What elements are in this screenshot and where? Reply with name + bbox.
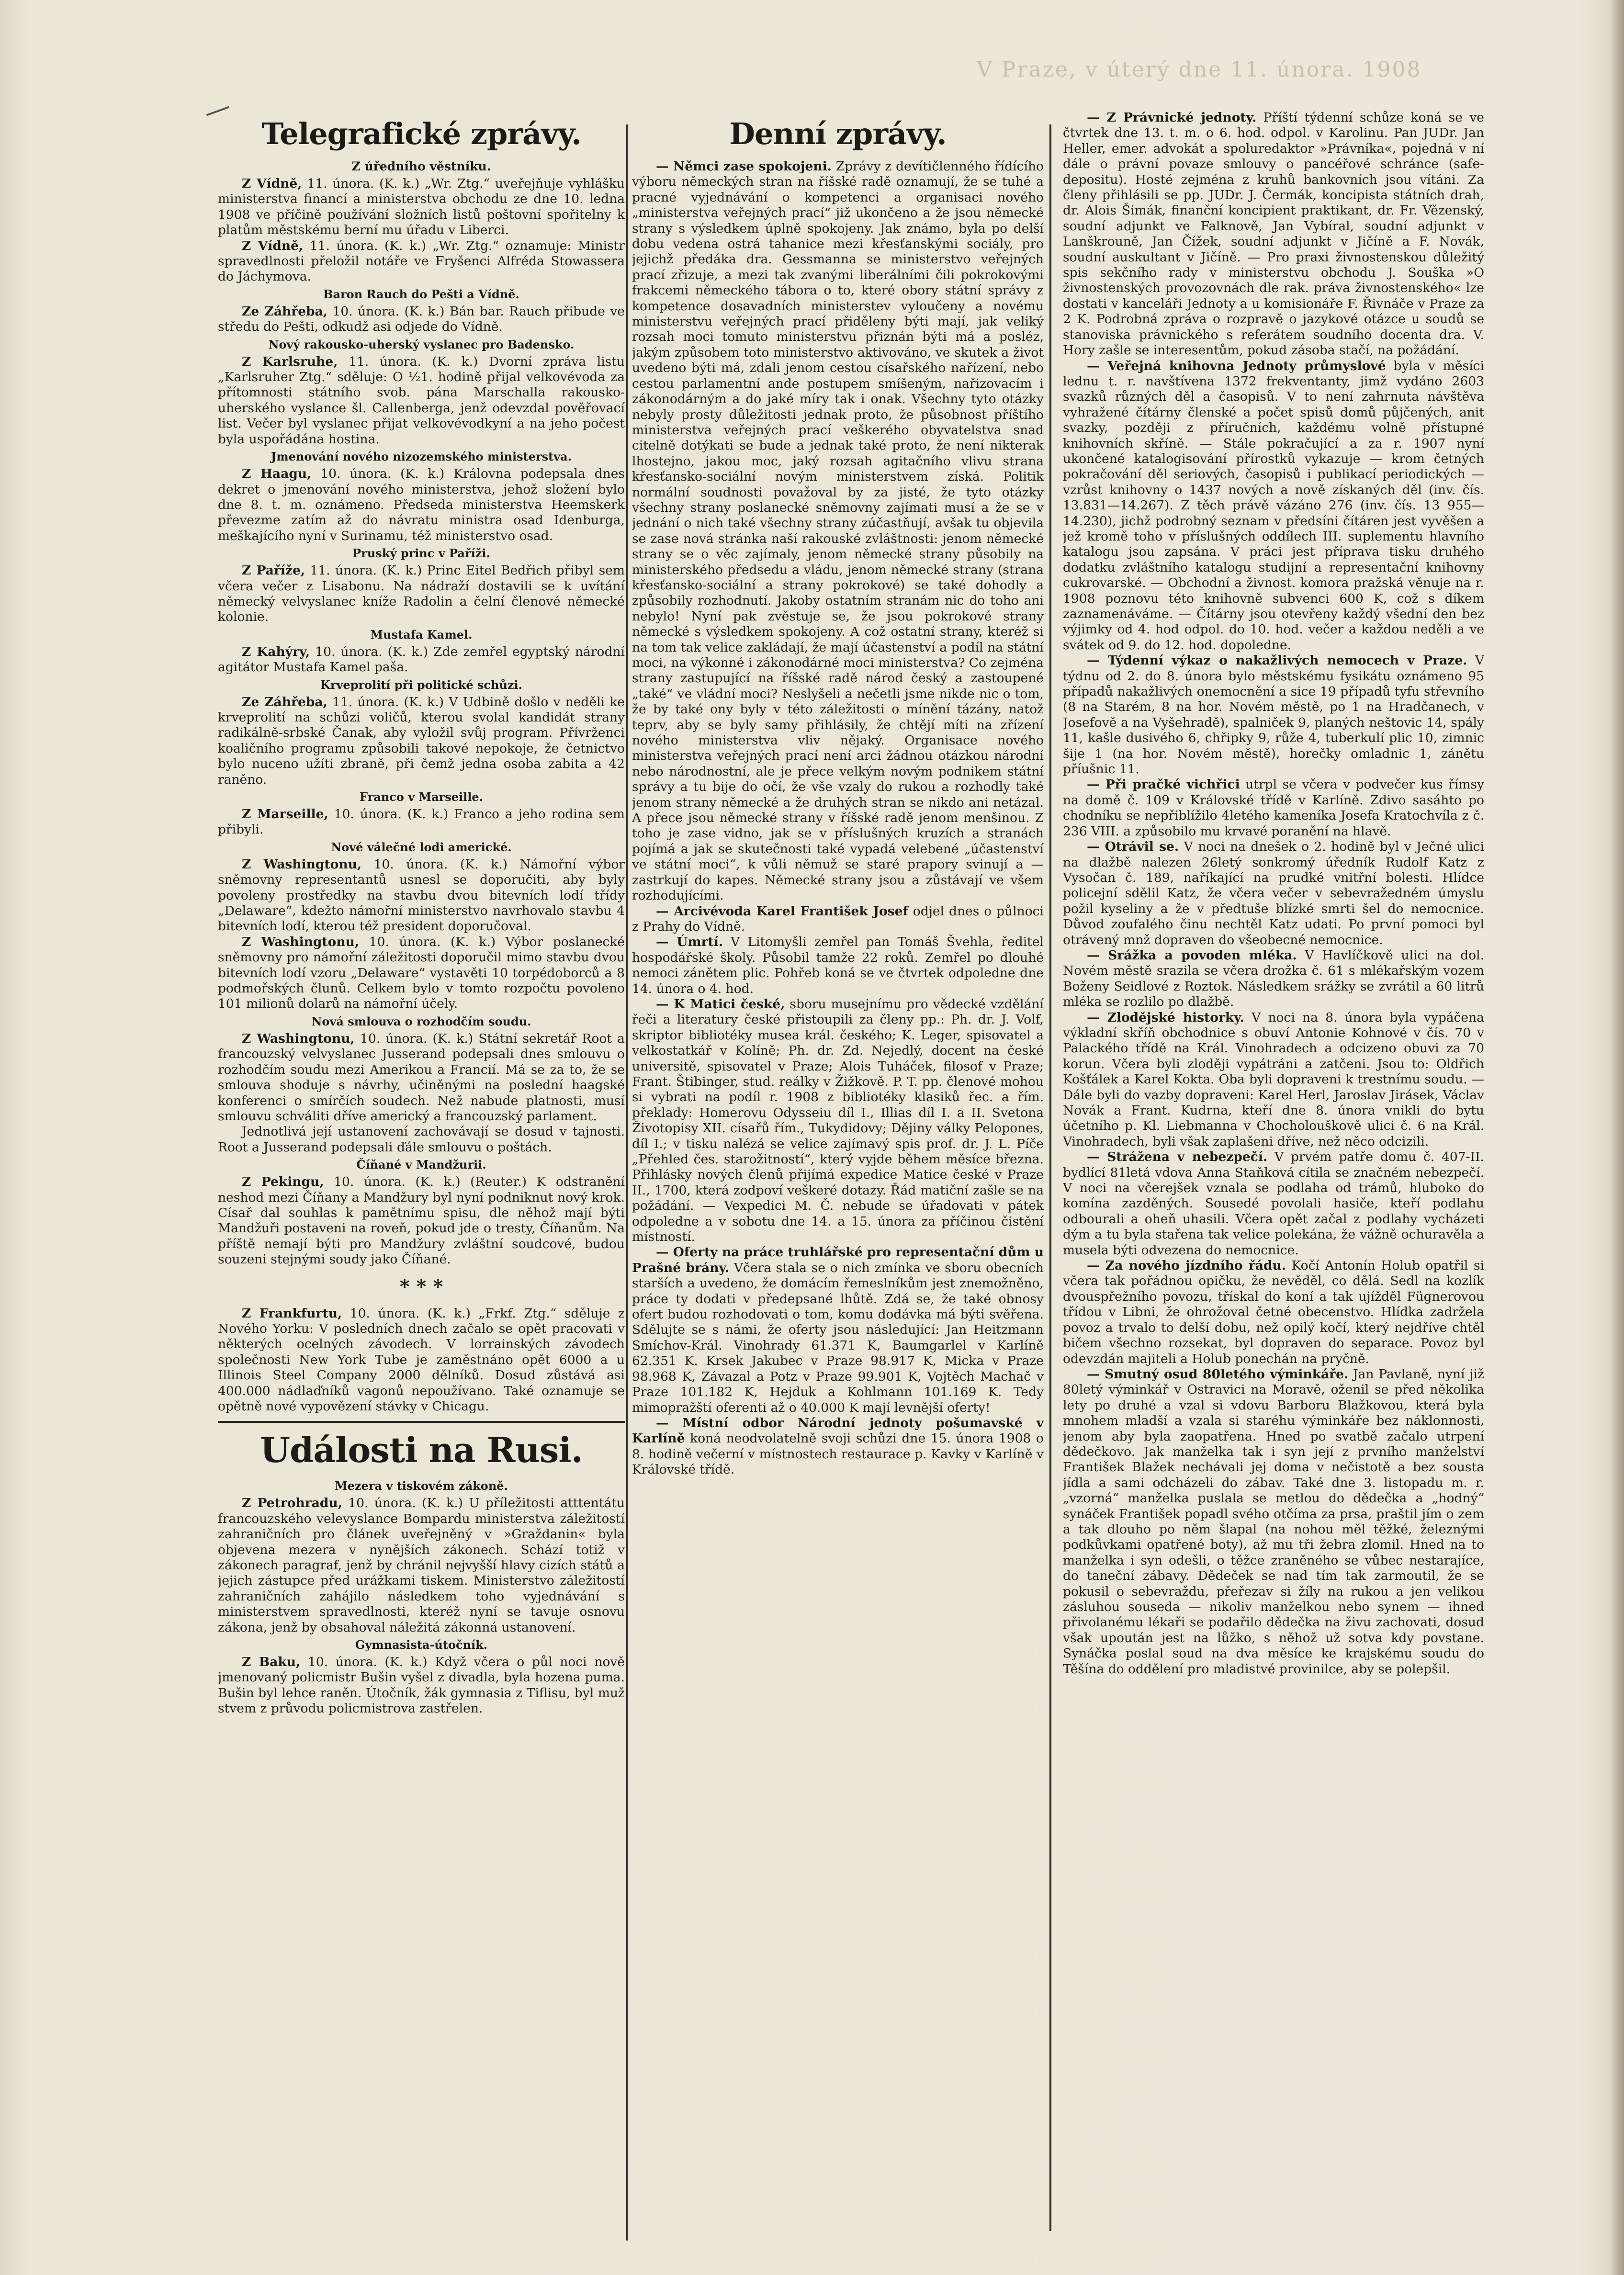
article-thieves — [1063, 1010, 1484, 1150]
article-franco — [218, 807, 625, 838]
article-bloodshed — [218, 695, 625, 788]
section-title-russia: Události na Rusi. — [260, 1430, 583, 1471]
article-lead: — K Matici české, — [656, 996, 785, 1012]
article-lead: — Strážena v nebezpečí. — [1087, 1149, 1268, 1165]
subhead-press-law: Mezera v tiskovém zákoně. — [335, 1479, 508, 1493]
article-coachman — [1063, 1258, 1484, 1367]
article-text: V prvém patře domu č. 407-II. bydlící 81letá vdova Anna Staňková cítila se značném nebezpečí. V noci na včerejšek vznala se podlaha od trámů, hluboko do komína zazděných. Sousedé povolali hasiče, kteří podlahu odbourali a oheň uhasili. Včera opět začal z podlahy vycházeti dým a tu byla stařena tak velice polekána, že vážně ochuravěla a musela býti odvezena do nemocnice. — [1063, 1149, 1484, 1258]
subhead-warships: Nové válečné lodi americké. — [331, 840, 512, 854]
dateline: Z Frankfurtu, — [242, 1306, 342, 1321]
article-kamel — [218, 644, 625, 676]
article-text: V Havlíčkově ulici na dol. Novém městě srazila se včera drožka č. 61 s mlékařským vozem Boženy Seidlové z Roztok. Následkem srážky se zvrátil a 60 litrů mléka se rozlilo po dlažbě. — [1063, 947, 1484, 1010]
subhead-dutch: Jmenování nového nizozemského ministerstva. — [271, 450, 572, 464]
article-lead: — Z Právnické jednoty. — [1087, 110, 1257, 125]
article-text: 11. února. (K. k.) „Wr. Ztg.“ uveřejňuje vyhlášku ministerstva financí a ministerstva obchodu ze dne 10. ledna 1908 ve příčině používání složních listů poštovní spořitelny k platům městskému berní mu úřadu v Liberci. — [218, 176, 625, 238]
article-text: Jan Pavlaně, nyní již 80letý výminkář v Ostravici na Moravě, oženil se před několika lety po druhé a vzal si vdovu Barboru Blažkovou, která byla mnohem mladší a vzala si staréhu výminkáře bez náklonnosti, jenom aby byla zaopatřena. Hned po svatbě začalo utrpení dědečkovo. Jak manželka tak i syn její z prvního manželství František Blažek nechávali jej doma v nečistotě a bez sousta jídla a sami odcházeli do zábav. Také dne 3. listopadu m. r. „vzorná“ manželka puslala se metlou do dědečka a „hodný“ synáček František popadl svého otčíma za prsa, praštil jím o zem a tak dlouho po něm šlapal (na nohou měl těžké, železnými podkůvkami opatřené boty), až mu tři žebra zlomil. Hned na to manželka i syn odešli, o těžce zraněného se vůbec nestarajíce, do taneční zábavy. Dědeček se nad tím tak zarmoutil, že se pokusil o sebevraždu, přeřezav si žíly na rukou a jen velikou zásluhou souseda — nikoliv manželkou nebo synem — ihned přivolanému lékaři se podařilo dědečka na živu zachovati, dosud však upoután jest na lůžko, s něhož už sotva kdy povstane. Synáčka poslal soud na dva měsíce ke krajskému soudu do Těšína do oddělení pro mladistvé provinilce, aby se polepšil. — [1063, 1366, 1484, 1677]
article-text: 10. února. (K. k.) Když včera o půl noci nově jmenovaný policmistr Bušin vyšel z divadla, byla hozena puma. Bušin byl lehce raněn. Útočník, žák gymnasia z Tiflisu, byl muž stvem z průvodu policmistrova zastřelen. — [218, 1655, 625, 1716]
article-germans — [632, 159, 1044, 904]
article-lead: — Němci zase spokojeni. — [656, 159, 832, 174]
article-text: 10. února. (K. k.) Franco a jeho rodina sem přibyli. — [218, 807, 625, 837]
article-lead: — Otrávil se. — [1087, 839, 1179, 855]
article-offers — [632, 1245, 1044, 1415]
article-text: 10. února. (K. k.) (Reuter.) K odstranění neshod mezi Číňany a Mandžury byl nyní podniknut nový krok. Císař dal souhlas k pamětnímu spisu, dle něhož mají býti Mandžuři postaveni na roveň, pokud jde o tresty, Číňanům. Na příště nemají býti pro Mandžury zvláštní soudcové, budou souzeni stejnými soudy jako Číňané. — [218, 1174, 625, 1267]
article-lead: — Veřejná knihovna Jednoty průmyslové — [1087, 358, 1386, 373]
dateline: Z Marseille, — [242, 807, 328, 822]
article-library — [1063, 359, 1484, 653]
article-dutch — [218, 466, 625, 544]
article-old-woman — [1063, 1149, 1484, 1258]
article-text: V noci na dnešek o 2. hodině byl v Ječné ulici na dlažbě nalezen 26letý sonkromý úředník Rudolf Katz z Vysočan č. 189, naříkající na prudké vnitřní bolesti. Hlídce policejní sdělil Katz, že včera večer v sebevražedném úmyslu požil kyseliny a že v předtuše blízké smrti šel do nemocnice. Důvod zoufalého činu nechtěl Katz udati. Po první pomoci byl otrávený mnž dopraven do všeobecné nemocnice. — [1063, 839, 1484, 947]
page-fold-shadow — [1610, 0, 1624, 2275]
article-text: 11. února. (K. k.) „Wr. Ztg.“ oznamuje: Ministr spravedlnosti přeložil notáře ve Fryšenci Alfréda Stowassera do Jáchymova. — [218, 238, 625, 284]
dateline: Z Petrohradu, — [242, 1496, 342, 1511]
article-text: 10. února. (K. k.) Státní sekretář Root a francouzský velvyslanec Jusserand podepsali dnes smlouvu o rozhodčím soudu mezi Amerikou a Francií. Má se za to, že se smlouva shoduje s návrhy, učiněnými na poslední haagské konferenci o smírčích soudech. Než nabude platnosti, musí smlouvu schváliti dříve americký a francouzský parlament. — [218, 1031, 625, 1124]
article-text: 10. února. (K. k.) Námořní výbor sněmovny representantů usnesl se doporučiti, aby byly povoleny prostředky na stavbu dvou bitevních lodí třídy „Delaware“, kdežto námořní ministerstvo navrhovalo stavbu 4 bitevních lodí, kterou též president doporučoval. — [218, 856, 625, 934]
column-telegraphic-news — [218, 110, 625, 2231]
article-storm — [1063, 777, 1484, 839]
article-vienna-2 — [218, 238, 625, 285]
section-stars: * * * — [399, 1275, 443, 1298]
article-lead: — Oferty na práce truhlářské pro representační dům u Prašné brány. — [632, 1245, 1044, 1275]
article-poisoned — [1063, 839, 1484, 948]
dateline: Ze Záhřeba, — [242, 304, 328, 319]
article-text: 10. února. (K. k.) Výbor poslanecké sněmovny pro námořní záležitosti doporučil mimo stavbu dvou bitevních lodí vzoru „Delaware“ vystavěti 10 torpédoborců a 8 podmořských člunů. Celkem bylo v tomto rozpočtu povoleno 101 milionů dolarů na námořní účely. — [218, 934, 625, 1012]
article-archduke — [632, 904, 1044, 935]
article-law-union — [1063, 110, 1484, 359]
article-lead: — Za nového jízdního řádu. — [1087, 1258, 1286, 1273]
article-press-law — [218, 1496, 625, 1635]
article-diseases — [1063, 653, 1484, 777]
article-warships-2 — [218, 935, 625, 1012]
article-prince — [218, 563, 625, 625]
article-lead: — Zlodějské historky. — [1087, 1010, 1244, 1025]
article-lead: — Arcivévoda Karel František Josef — [656, 903, 908, 919]
article-frankfurt — [218, 1306, 625, 1415]
dateline: Z Washingtonu, — [242, 856, 362, 872]
article-text: 11. února. (K. k.) Dvorní zpráva listu „Karlsruher Ztg.“ sděluje: O ½1. hodině přijal velkovévoda za přítomnosti státního svob. pána Marschalla rakousko-uherského vyslance šl. Callenberga, jenž odevzdal pověřovací list. Večer byl vyslanec přijat velkovévodkyní a na jeho počest byla uspořádána hostina. — [218, 354, 625, 447]
subhead-rauch: Baron Rauch do Pešti a Vídně. — [323, 287, 519, 301]
column-daily-news — [632, 110, 1044, 2241]
subhead-franco: Franco v Marseille. — [359, 790, 484, 804]
dateline: Z Baku, — [242, 1655, 301, 1670]
article-text: 10. února. (K. k.) U příležitosti atttentátu francouzského velevyslance Bompardu ministerstva záležitostí zahraničních pro článek uveřejněný v »Graždanin« byla objevena mezera v nynějších zákonech. Schází totiž v zákonech paragraf, jenž by chránil nejvyšší hlavy cizích států a jejich zástupce před urážkami tiskem. Ministerstvo záležitostí zahraničních zahájilo následkem toho vyjednávání s ministerstvem spravedlnosti, kteréž nyní se tavuje osnovu zákona, jenž by obsahoval náležitá zákonná ustanovení. — [218, 1496, 625, 1635]
article-text: Včera stala se o nich zmínka ve sboru obecních starších a uvedeno, že domácím řemeslníkům jest znemožněno, práce ty dodati v předepsané lhůtě. Zdá se, že také obnosy ofert budou rozhodovati o tom, komu dodávka má býti svěřena. Sdělujte se s námi, že oferty jsou následující: Jan Heitzmann Smíchov-Král. Vinohrady 61.371 K, Baumgarlel v Karlíně 62.351 K. Krsek Jakubec v Praze 98.917 K, Micka v Praze 98.968 K, Závazal a Potz v Praze 99.901 K, Vojtěch Machač v Praze 101.182 K, Hejduk a Kohlmann 101.169 K. Tedy mimopražští oferenti až o 40.000 K mají levnější oferty! — [632, 1260, 1044, 1415]
column-rule-1 — [626, 124, 628, 2241]
dateline: Z Washingtonu, — [242, 1031, 355, 1046]
subhead-baden: Nový rakousko-uherský vyslanec pro Badensko. — [268, 337, 575, 351]
article-treaty — [218, 1031, 625, 1124]
article-text: 11. února. (K. k.) V Udbině došlo v neděli ke krveprolití na schůzi voličů, kterou svolal kandidát strany radikálně-srbské Čanak, aby vyložil svůj program. Přívrženci koaličního programu způsobili takové nepokoje, že četnictvo bylo nuceno užíti zbraně, při čemž jedna osoba zabita a 42 raněno. — [218, 694, 625, 787]
article-text: Příští týdenní schůze koná se ve čtvrtek dne 13. t. m. o 6. hod. odpol. v Karolinu. Pan JUDr. Jan Heller, emer. advokát a spoluredaktor »Právníka«, pojedná v ní dále o právní povaze smlouvy o pancéřové schránce (safe-depositu). Hosté zejména z kruhů bankovních jsou vítáni. Za členy přihlásili se pp. JUDr. J. Čermák, koncipista státních drah, dr. Alois Šimák, finanční koncipient praktikant, dr. Fr. Vězenský, soudní adjunkt ve Falknově, Jan Vybíral, soudní adjunkt v Lanškrouně, Jan Čížek, soudní adjunkt v Jičíně a F. Novák, soudní auskultant v Jičíně. — Pro praxi živnostenskou důležitý spis sekčního rady v ministerstvu obchodu J. Souška »O živnostenských provozovnách dle rak. práva živnostenského« lze dostati v kanceláři Jednoty a u komisionáře F. Řivnáče v Praze za 2 K. Podrobná zpráva o rozpravě o jazykové otázce u soudů se stanoviska právnického s referátem soudního docenta dra. V. Hory zašle se interesentům, pokud zásoba stačí, na požádání. — [1063, 110, 1484, 358]
article-text: V týdnu od 2. do 8. února bylo městskému fysikátu oznámeno 95 případů nakažlivých onemocnění a sice 19 případů tyfu střevního (8 na Starém, 8 na hor. Novém městě, po 1 na Hradčanech, v Josefově a na Vyšehradě), spalniček 9, planých neštovic 14, spály 11, kašle dusivého 6, chřipky 9, růže 4, tuberkulí plic 10, zimnic šije 1 (na hor. Novém městě), horečky omladnic 1, zánětu příušnic 11. — [1063, 653, 1484, 777]
article-text: 10. února. (K. k.) Bán bar. Rauch přibude ve středu do Pešti, odkudž asi odjede do Vídně. — [218, 304, 625, 335]
dateline: Ze Záhřeba, — [242, 694, 327, 710]
article-karlin — [632, 1416, 1044, 1478]
section-title-daily: Denní zprávy. — [729, 116, 947, 151]
section-divider — [218, 1421, 625, 1423]
column-rule-2 — [1049, 124, 1051, 2231]
dateline: Z Vídně, — [242, 238, 304, 253]
article-text: V Litomyšli zemřel pan Tomáš Švehla, ředitel hospodářské školy. Působil tamže 22 roků. Zemřel po dlouhé nemoci zánětem plic. Pohřeb koná se ve čtvrtek odpoledne dne 14. února o 4. hod. — [632, 935, 1044, 996]
dateline: Z Pekingu, — [242, 1174, 324, 1190]
article-lead: — Při pračké vichřici — [1087, 777, 1240, 792]
article-lead: — Srážka a povoden mléka. — [1087, 947, 1297, 963]
dateline: Z Vídně, — [242, 176, 302, 191]
article-text: V noci na 8. února byla vypáčena výkladní skříň obchodnice s obuví Antonie Kohnové v čís. 70 v Palackého třídě na Král. Vinohradech a odcizeno obuvi za 70 korun. Včera byli zloději vypátráni a zatčeni. Jsou to: Oldřich Košťálek a Karel Kokta. Oba byli dopraveni k trestnímu soudu. — Dále byli do vazby dopraveni: Karel Herl, Jaroslav Jirásek, Václav Novák a Frant. Kudrna, kteří dne 8. února vnikli do bytu účetního p. Kl. Liebmanna v Chocholouškově ulici č. 6 na Král. Vinohradech, byli však zaplašeni dříve, než něco odcizili. — [1063, 1010, 1484, 1149]
subhead-bloodshed: Krveprolití při politické schůzi. — [320, 677, 523, 692]
article-old-man — [1063, 1367, 1484, 1677]
dateline: Z Washingtonu, — [242, 934, 360, 949]
dateline: Z Haagu, — [242, 466, 312, 482]
article-matice — [632, 997, 1044, 1245]
article-warships-1 — [218, 857, 625, 935]
subhead-prince: Pruský princ v Paříži. — [352, 546, 490, 561]
article-text: 11. února. (K. k.) Princ Eitel Bedřich přibyl sem včera večer z Lisabonu. Na nádraží dostavili se k uvítání německý velvyslanec kníže Radolin a čelní členové německé kolonie. — [218, 563, 625, 625]
article-treaty-2: Jednotlivá její ustanovení zachovávají se dosud v tajnosti. Root a Jusserand podepsali ďále smlouvu o poštách. — [218, 1124, 625, 1155]
article-lead: — Týdenní výkaz o nakažlivých nemocech v Praze. — [1087, 653, 1467, 668]
article-rauch — [218, 304, 625, 335]
faded-header-scrap: V Praze, v úterý dne 11. února. 1908 — [977, 57, 1422, 82]
subhead-manchuria: Číňané v Mandžurii. — [356, 1158, 486, 1172]
article-text: Zprávy z devítičlenného řídícího výboru německých stran na říšské radě oznamují, že se tuhé a pracné vyjednávání o kompetenci a organisaci nového „ministerstva veřejných prací“ již ukončeno a že jsou německé strany s výsledkem úplně spokojeny. Jak známo, byla po delší dobu vedena ostrá tahanice mezi křesťanskými sociály, pro jejichž předáka dra. Gessmanna se ministerstvo veřejných prací zřizuje, a mezi tak zvanými liberálními čili pokrokovými frakcemi německého tábora o to, které obory státní správy z kompetence dosavadních ministerstev vyloučeny a novému ministerstvu veřejných prací přiděleny býti mají, jak veliký rozsah moci tomuto ministerstvu přiznán býti má a posléz, jakým způsobem toto ministerstvo aktivováno, ve skutek a život uvedeno býti má, zdali jenom cestou císařského nařízení, nebo cestou parlamentní ande postupem smíšeným, nařizovacím i zákonodárným a do jaké míry tak i onak. Všechny tyto otázky nebyly prosty důležitosti jednak proto, že působnost příštího ministerstva veřejných prací veškerého obyvatelstva snad citelně dotýkati se bude a jednak také proto, že není nikterak lhostejno, jakou moc, jaký rozsah agitačního vlivu strana křesťansko-sociální novým ministerstvem získá. Politik normální soudnosti považoval by za jisté, že tyto otázky všechny strany poslanecké sněmovny zajímati musí a že se v jednání o nich také všechny strany zúčastňují, avšak tu objevila se zase nová stránka naší rakouské zvláštnosti: jenom německé strany se o věc zajímaly, jenom německé strany působily na ministerského předsedu a vládu, jenom německé strany (strana křesťansko-sociální a strany pokrokové) se také dohodly a způsobily rozhodnutí. Jakoby ostatním stranám nic do toho ani nebylo! Nyní pak zvěstuje se, že jsou pokrokové strany německé s výsledkem spokojeny. A což ostatní strany, kteréž si na tom tak velice zakládají, že mají účastenství a podíl na státní moci, na výkonné i zákonodárné moci ministerstva? Co zejména strany zastupující na říšské radě národ český a zastoupené „také“ ve vládní moci? Neslyšeli a nečetli jsme nikde nic o tom, že by také ony byly v této záležitosti o mínění tázány, natož teprv, aby se byly samy přihlásily, že chtějí míti na zřízení nového ministerstva vliv nějaký. Organisace nového ministerstva veřejných prací není arci žádnou otázkou národní nebo národnostní, ale je přece velkým novým podnikem státní správy a tu bije do očí, že vše vzaly do rukou a rozhodly také jenom strany německé a že druhých stran se nikdo ani netázal. A přece jsou německé strany v říšské radě jenom menšinou. Z toho je zase vidno, jak se v příslušných kruzích a stranách pojímá a jak se skutečnosti také vypadá velebené „účastenství ve státní moci“, k vůli němuž se staré prapory svinují a — zastrkují do kapes. Německé strany jsou a zůstávají ve všem rozhodujícími. — [632, 159, 1044, 903]
section-title-telegraphic: Telegrafické zprávy. — [261, 116, 581, 151]
article-text: sboru musejnímu pro vědecké vzdělání řeči a literatury české přistoupili za členy pp.: Ph. dr. J. Volf, skriptor bibliotéky musea král. českého; K. Leger, spisovatel a velkostatkář v Kolíně; Ph. dr. Zd. Nejedlý, docent na české universitě, spisovatel v Praze; Alois Tuháček, filosof v Praze; Frant. Štibinger, stud. reálky v Žižkově. P. T. pp. členové mohou si vybrati na podíl r. 1908 z bibliotéky klasiků řec. a řím. překlady: Homerovu Odysseiu díl I., Illias díl I. a II. Svetona Životopisy XII. císařů řím., Tukydidovy; Dějiny války Pelopones, díl I.; v tisku nalézá se velice zajímavý spis prof. dr. J. L. Píče „Přehled čes. starožitností“, který vyjde během měsíce března. Přihlásky nových členů přijímá expedice Matice české v Praze II., 1700, která zodpoví veškeré dotazy. Řád matiční zašle se na požádání. — Vexpedici M. Č. nebude se úřadovati v pátek odpoledne a v sobotu dne 14. a 15. února za příčinou čistění místností. — [632, 996, 1044, 1245]
article-baden — [218, 354, 625, 447]
article-text: 10. února. (K. k.) Zde zemřel egyptský národní agitátor Mustafa Kamel paša. — [218, 644, 625, 675]
article-text: koná neodvolatelně svoji schůzi dne 15. února 1908 o 8. hodině večerní v místnostech restaurace p. Kavky v Karlíně v Královské třídě. — [632, 1431, 1044, 1477]
article-vienna-1 — [218, 176, 625, 238]
article-text: 10. února. (K. k.) Královna podepsala dnes dekret o jmenování nového ministerstva, jehož složení bylo dne 8. t. m. oznámeno. Předseda ministerstva Heemskerk převezme zatím až do návratu ministra osad Idenburga, meškajícího nyní v Surinamu, též ministerstvo osad. — [218, 466, 625, 543]
subhead-gymnasist: Gymnasista-útočník. — [355, 1638, 488, 1652]
article-text: 10. února. (K. k.) „Frkf. Ztg.“ sděluje z Nového Yorku: V posledních dnech začalo se opět pracovati v některých ocelných závodech. V lorrainských závodech společnosti New York Tube je zaměstnáno opět 6000 a u Illinois Steel Company 2000 dělníků. Dosud zůstává asi 400.000 nádlaďníků vagonů nepoužívano. Také oznamuje se opětně nové vypovězení stávky v Chicagu. — [218, 1306, 625, 1414]
subhead-official: Z úředního věstníku. — [351, 159, 491, 173]
column-daily-news-cont — [1063, 110, 1484, 2241]
article-milk — [1063, 948, 1484, 1010]
article-gymnasist — [218, 1655, 625, 1717]
article-text: Kočí Antonín Holub opatřil si včera tak pořádnou opičku, že nevěděl, co dělá. Sedl na kozlík dvouspřežního povozu, třískal do koní a tak ujížděl Fügnerovou třídou v Libni, že ohrožoval četné obecenstvo. Hlídka zadržela povoz a trvalo to delší dobu, než opilý kočí, který nejdříve chtěl bičem všechno rozsekat, byl dopraven do separace. Povoz byl odevzdán majiteli a Holub ponechán na pryčně. — [1063, 1258, 1484, 1366]
article-lead: — Úmrtí. — [656, 935, 723, 950]
article-lead: — Smutný osud 80letého výminkáře. — [1087, 1366, 1349, 1382]
article-text: utrpl se včera v podvečer kus římsy na domě č. 109 v Královské třídě v Karlíně. Zdivo sasáhto po chodníku se nepřiblížilo 4letého kameníka Josefa Kratochvíla z č. 236 VIII. a způsobilo mu krvavé poranění na hlavě. — [1063, 777, 1484, 839]
subhead-treaty: Nová smlouva o rozhodčím soudu. — [311, 1014, 531, 1028]
article-lead: — Místní odbor Národní jednoty pošumavské v Karlíně — [632, 1415, 1044, 1446]
article-death — [632, 935, 1044, 997]
dateline: Z Paříže, — [242, 563, 305, 578]
dateline: Z Karlsruhe, — [242, 354, 338, 369]
article-text: byla v měsíci lednu t. r. navštívena 1372 frekventanty, jimž vydáno 2603 svazků různých děl a časopisů. V to není zahrnuta návštěva vyhražené čítárny členské a počet spisů domů půjčených, anit svazky, později z příručních, každému volně přístupné knihovních skříně. — Stále pokračující a za r. 1907 nyní ukončené katalogisování přírostků vykazuje — krom četných pokračování děl seriových, časopisů i publikací periodických — vzrůst knihovny o 1437 nových a nově získaných děl (inv. čís. 13.831—14.267). Z těch právě vázáno 276 (inv. čís. 13 955—14.230), jichž podrobný seznam v předsíni čítáren jest vyvěšen a jež kromě toho v příslušných oddílech III. suplementu hlavního katalogu jsou zapsána. V práci jest příprava tisku druhého dodatku zvláštního katalogu studijní a representační knihovny cukrovarské. — Obchodní a živnost. komora pražská věnuje na r. 1908 poznovu této knihovně subvenci 600 K, což s díkem zaznamenáváme. — Čítárny jsou otevřeny každý všední den bez výjimky od 4. hod odpol. do 10. hod. večer a každou neděli a ve svátek od 9. do 12. hod. dopoledne. — [1063, 358, 1484, 653]
article-text: odjel dnes o půlnoci z Prahy do Vídně. — [632, 903, 1044, 934]
article-manchuria — [218, 1174, 625, 1267]
subhead-kamel: Mustafa Kamel. — [370, 627, 473, 642]
dateline: Z Kahýry, — [242, 644, 310, 659]
